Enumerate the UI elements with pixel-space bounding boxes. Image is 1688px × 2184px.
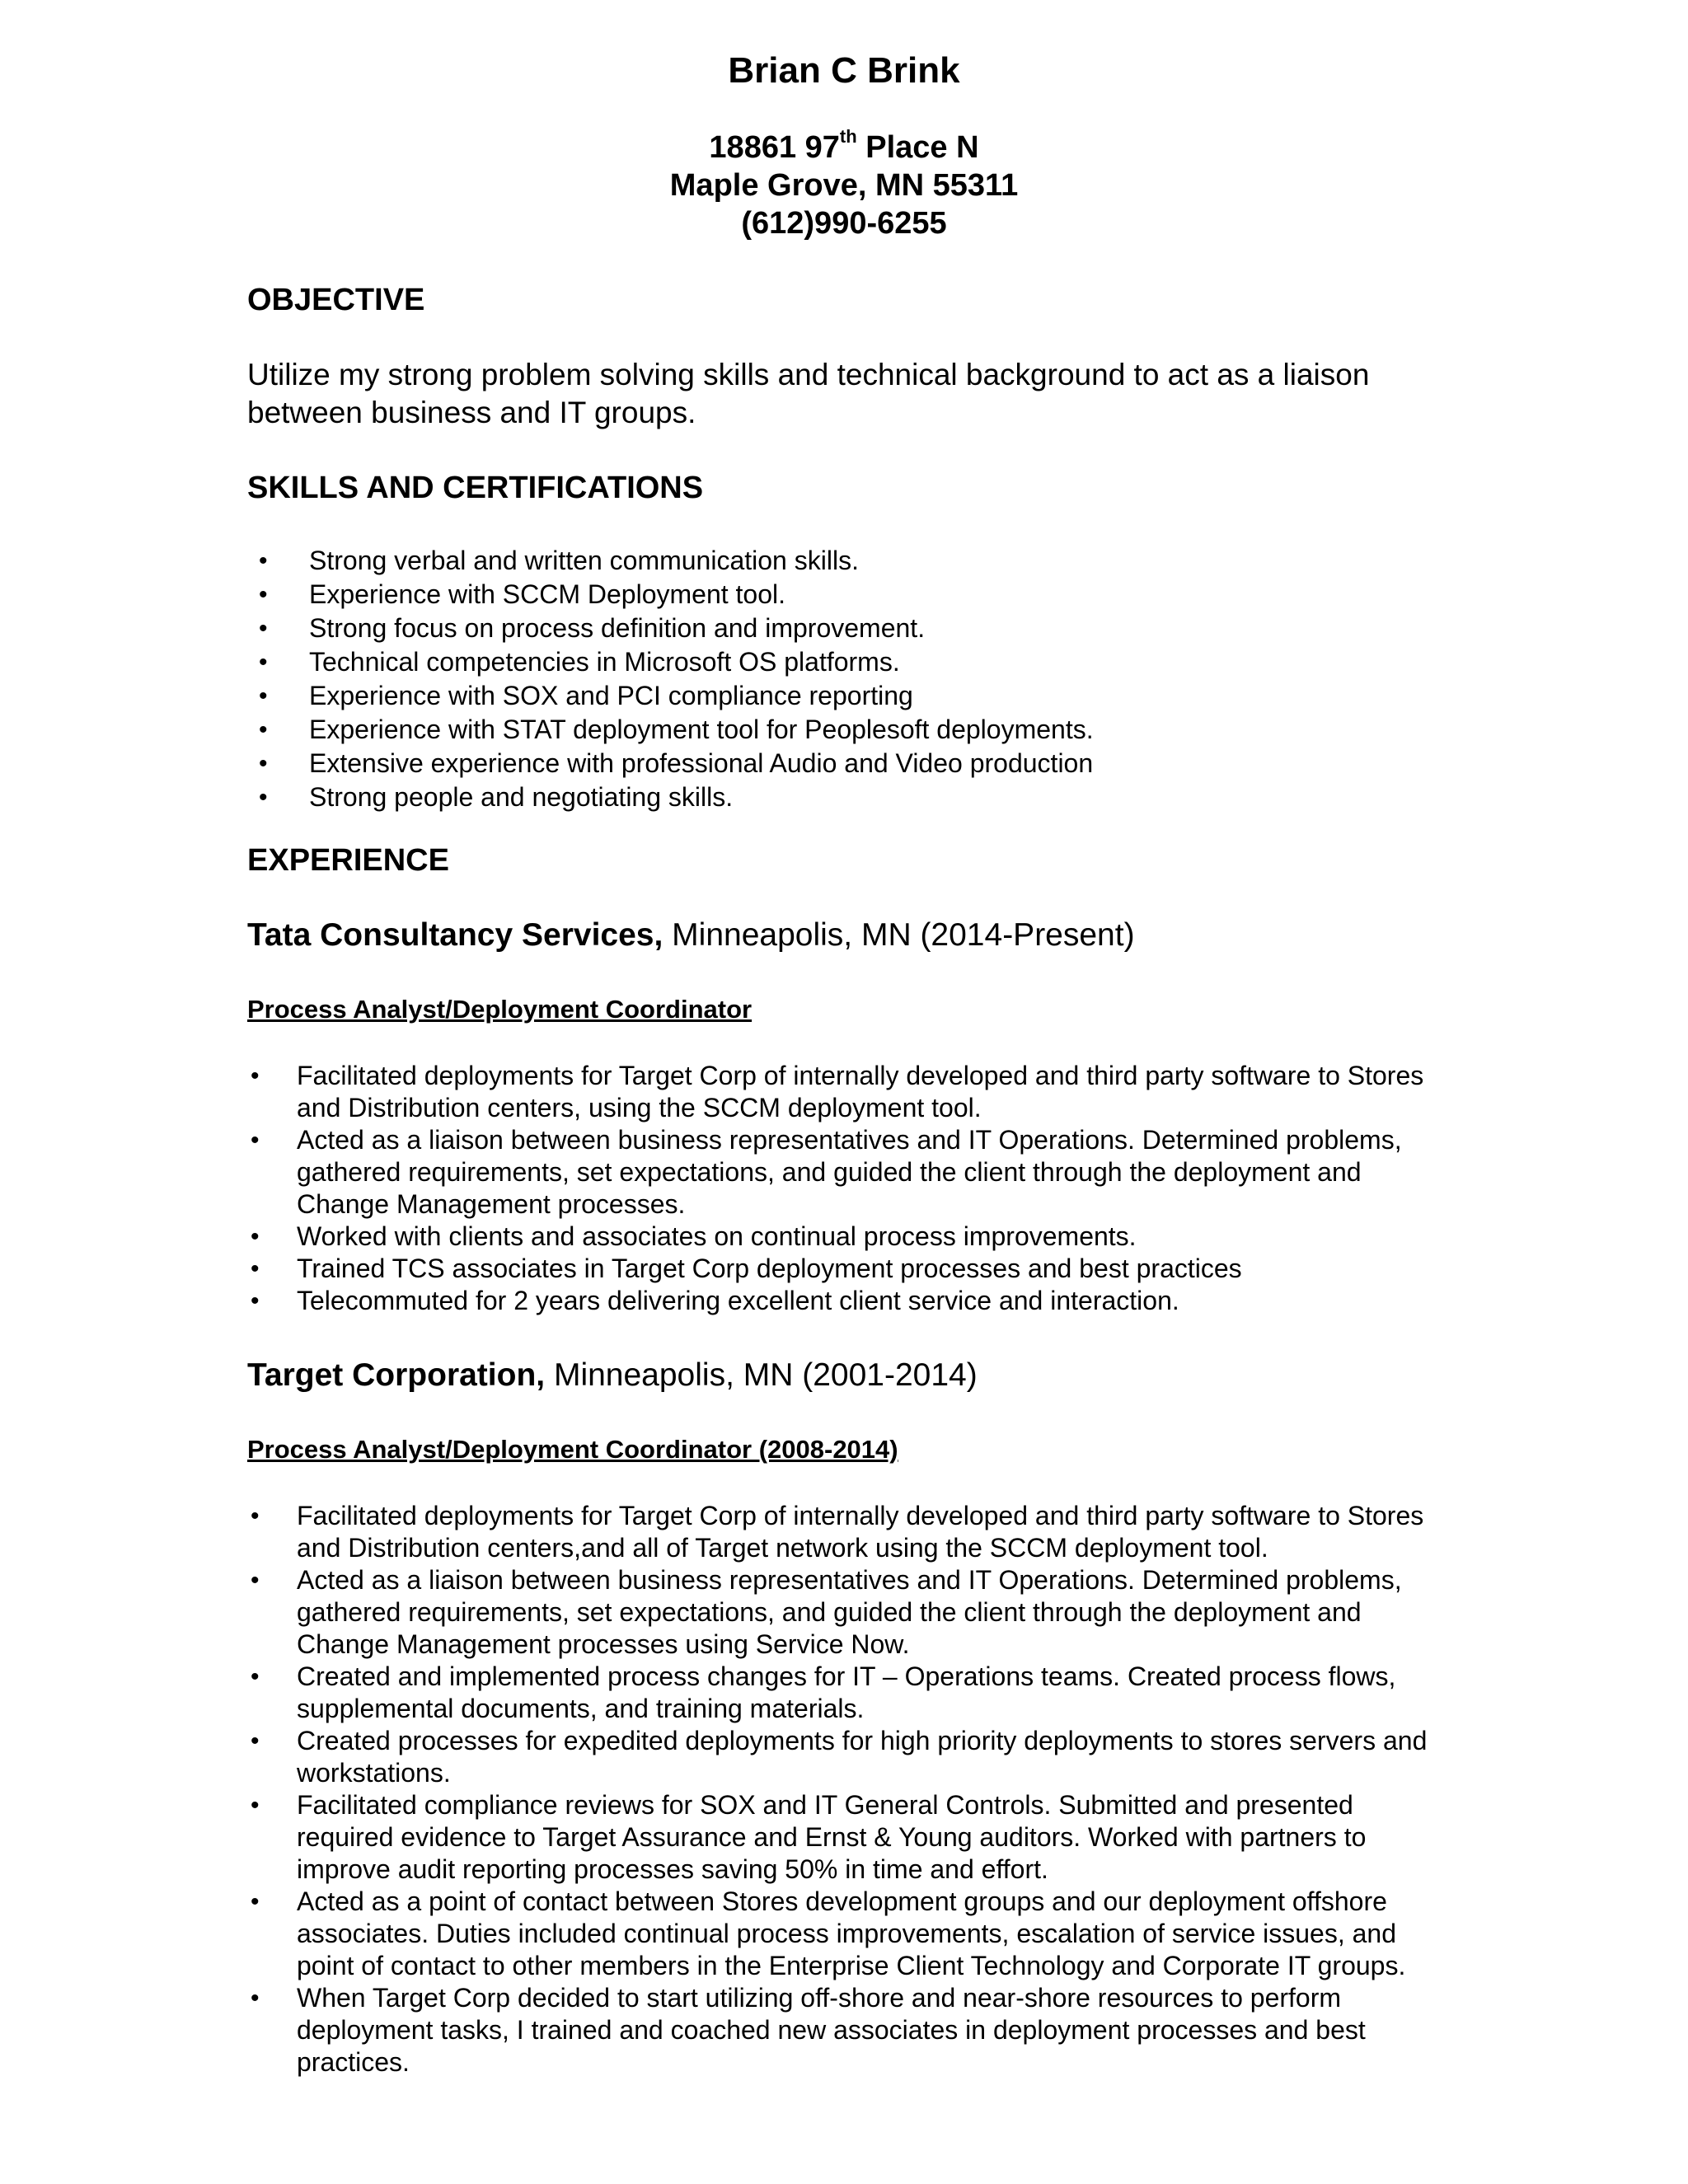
address-number: 18861 97 bbox=[709, 130, 840, 165]
bullet-icon: • bbox=[259, 581, 268, 608]
experience-heading: EXPERIENCE bbox=[247, 843, 449, 878]
company-location: Minneapolis, MN (2014-Present) bbox=[663, 917, 1135, 953]
bullet-icon: • bbox=[259, 750, 268, 777]
list-item: • Worked with clients and associates on continual process improvements. bbox=[251, 1221, 1137, 1251]
company-name: Target Corporation, bbox=[247, 1357, 546, 1393]
list-item: • Created and implemented process changes for IT – Operations teams. Created process flows, supplemental documents, and training materials. bbox=[251, 1661, 1396, 1723]
list-item: • When Target Corp decided to start utilizing off-shore and near-shore resources to perform deployment tasks, I trained and coached new associates in deployment processes and best practices. bbox=[251, 1983, 1366, 2077]
list-item: • Facilitated deployments for Target Corp of internally developed and third party software to Stores and Distribution centers, using the SCCM deployment tool. bbox=[251, 1061, 1424, 1122]
list-item: • Facilitated compliance reviews for SOX and IT General Controls. Submitted and presented required evidence to Target Assurance and Ernst & Young auditors. Worked with partners to improve audit reporting processes saving 50% in time and effort. bbox=[251, 1790, 1367, 1884]
bullet-icon: • bbox=[259, 615, 268, 642]
list-item: • Telecommuted for 2 years delivering excellent client service and interaction. bbox=[251, 1286, 1179, 1315]
list-item: • Extensive experience with professional Audio and Video production bbox=[247, 747, 1442, 780]
company-location: Minneapolis, MN (2001-2014) bbox=[545, 1357, 978, 1393]
objective-text: Utilize my strong problem solving skills and technical background to act as a liaison between business and IT groups. bbox=[247, 358, 1370, 429]
bullet-icon: • bbox=[251, 1663, 260, 1690]
company-line bbox=[247, 1357, 978, 1394]
bullet-icon: • bbox=[259, 547, 268, 574]
bullet-icon: • bbox=[251, 1888, 260, 1915]
skills-list bbox=[247, 544, 1442, 814]
list-item: • Created processes for expedited deployments for high priority deployments to stores servers and workstations. bbox=[251, 1726, 1428, 1788]
bullet-icon: • bbox=[251, 1502, 260, 1530]
company-name: Tata Consultancy Services, bbox=[247, 917, 663, 953]
list-item: • Acted as a liaison between business representatives and IT Operations. Determined problems, gathered requirements, set expectations, and guided the client through the deployment and Change Management processes using Service Now. bbox=[251, 1565, 1402, 1659]
address-street: Place N bbox=[856, 130, 979, 165]
list-item: • Strong people and negotiating skills. bbox=[247, 780, 1442, 814]
city-line: Maple Grove, MN 55311 bbox=[669, 168, 1019, 203]
list-item: • Strong focus on process definition and improvement. bbox=[247, 612, 1442, 645]
list-item: • Strong verbal and written communication skills. bbox=[247, 544, 1442, 578]
list-item: • Experience with STAT deployment tool for Peoplesoft deployments. bbox=[247, 713, 1442, 747]
list-item: • Experience with SCCM Deployment tool. bbox=[247, 578, 1442, 612]
bullet-icon: • bbox=[251, 1985, 260, 2012]
job-duties-list bbox=[247, 1500, 1451, 2079]
company-line bbox=[247, 916, 1135, 954]
contact-block bbox=[0, 126, 1688, 242]
bullet-icon: • bbox=[259, 682, 268, 710]
job-title: Process Analyst/Deployment Coordinator (2008-2014) bbox=[247, 1435, 898, 1464]
phone-number: (612)990-6255 bbox=[741, 206, 947, 241]
bullet-icon: • bbox=[251, 1127, 260, 1154]
resume-name: Brian C Brink bbox=[728, 50, 960, 91]
skills-heading: SKILLS AND CERTIFICATIONS bbox=[247, 471, 704, 505]
list-item: • Facilitated deployments for Target Corp of internally developed and third party software to Stores and Distribution centers,and all of Target network using the SCCM deployment tool. bbox=[251, 1501, 1424, 1563]
list-item: • Acted as a liaison between business representatives and IT Operations. Determined problems, gathered requirements, set expectations, and guided the client through the deployment and Change Management processes. bbox=[251, 1125, 1402, 1219]
objective-heading: OBJECTIVE bbox=[247, 283, 425, 317]
bullet-icon: • bbox=[259, 784, 268, 811]
bullet-icon: • bbox=[251, 1287, 260, 1315]
bullet-icon: • bbox=[251, 1792, 260, 1819]
list-item: • Experience with SOX and PCI compliance reporting bbox=[247, 679, 1442, 713]
list-item: • Technical competencies in Microsoft OS platforms. bbox=[247, 645, 1442, 679]
address-ordinal: th bbox=[839, 126, 857, 148]
bullet-icon: • bbox=[251, 1062, 260, 1090]
bullet-icon: • bbox=[251, 1255, 260, 1282]
list-item: • Trained TCS associates in Target Corp deployment processes and best practices bbox=[251, 1254, 1242, 1283]
job-title: Process Analyst/Deployment Coordinator bbox=[247, 995, 753, 1024]
bullet-icon: • bbox=[251, 1567, 260, 1594]
bullet-icon: • bbox=[251, 1223, 260, 1250]
list-item: • Acted as a point of contact between Stores development groups and our deployment offshore associates. Duties included continual process improvements, escalation of service issues, and point of contact to other members in the Enterprise Client Technology and Corporate IT groups. bbox=[251, 1886, 1406, 1980]
street-address bbox=[0, 126, 1688, 166]
bullet-icon: • bbox=[259, 716, 268, 743]
job-duties-list bbox=[247, 1060, 1434, 1317]
bullet-icon: • bbox=[259, 649, 268, 676]
bullet-icon: • bbox=[251, 1727, 260, 1755]
